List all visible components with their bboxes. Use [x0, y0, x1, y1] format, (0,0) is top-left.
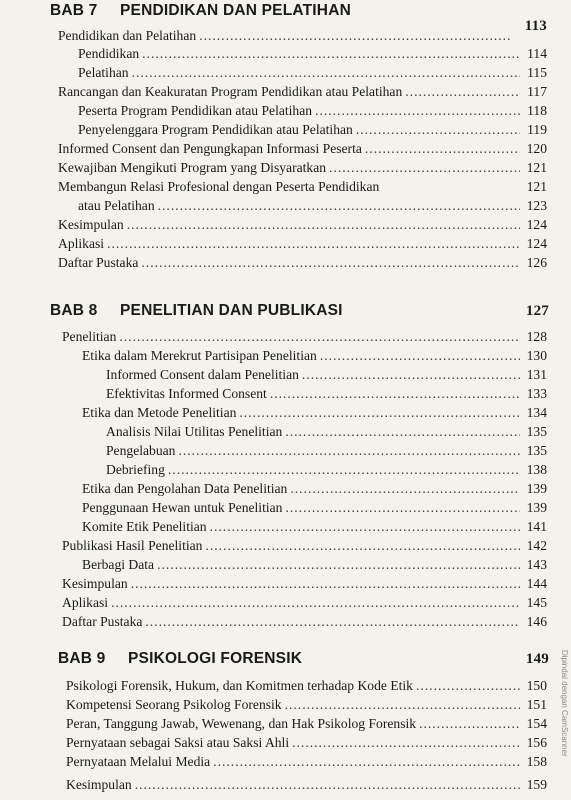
chapter-title: PSIKOLOGI FORENSIK — [128, 650, 303, 667]
toc-entry[interactable]: Informed Consent dalam Penelitian ..... 131 — [106, 365, 547, 384]
toc-entry[interactable]: Etika dan Metode Penelitian ..... 134 — [82, 403, 547, 422]
toc-entry[interactable]: Pernyataan Melalui Media ..... 158 — [66, 752, 547, 771]
toc-entry[interactable]: Pendidikan ..... 114 — [78, 44, 547, 63]
toc-entry[interactable]: Informed Consent dan Pengungkapan Informasi Peserta ..... 120 — [58, 139, 547, 158]
toc-entry[interactable]: Aplikasi ..... 145 — [62, 593, 547, 612]
chapter-number: BAB 7 — [50, 2, 98, 19]
chapter-page-7 — [507, 18, 547, 40]
toc-entry[interactable]: Pengelabuan ..... 135 — [106, 441, 547, 460]
toc-entry[interactable]: Etika dalam Merekrut Partisipan Penelitian ..... 130 — [82, 346, 547, 365]
toc-entry[interactable]: Aplikasi ..... 124 — [58, 234, 547, 253]
toc-entry[interactable]: Berbagi Data ..... 143 — [82, 555, 547, 574]
toc-entry[interactable]: Etika dan Pengolahan Data Penelitian ..... 139 — [82, 479, 547, 498]
chapter-page: 149 — [525, 651, 549, 667]
chapter-page: 127 — [525, 303, 549, 319]
toc-entry[interactable]: Kesimpulan ..... 124 — [58, 215, 547, 234]
toc-entry[interactable]: Pernyataan sebagai Saksi atau Saksi Ahli ..... 156 — [66, 733, 547, 752]
toc-entry[interactable]: Komite Etik Penelitian ..... 141 — [82, 517, 547, 536]
toc-entry[interactable]: Penggunaan Hewan untuk Penelitian ..... 139 — [82, 498, 547, 517]
toc-entry[interactable]: Rancangan dan Keakuratan Program Pendidikan atau Pelatihan ..... 117 — [58, 82, 547, 101]
toc-entry[interactable]: Daftar Pustaka ..... 126 — [58, 253, 547, 272]
chapter-number: BAB 9 — [58, 650, 106, 667]
chapter-number: BAB 8 — [50, 302, 98, 319]
scanner-watermark: Dipindai dengan CamScanner — [560, 650, 569, 757]
toc-entry[interactable]: Debriefing ..... 138 — [106, 460, 547, 479]
chapter-heading-7 — [50, 2, 549, 24]
toc-entry[interactable]: Kesimpulan ..... 159 — [66, 775, 547, 794]
toc-entry[interactable]: atau Pelatihan ..... 123 — [78, 196, 547, 215]
chapter-page: 113 — [524, 18, 547, 34]
toc-entry[interactable]: Kompetensi Seorang Psikolog Forensik ..... 151 — [66, 695, 547, 714]
toc-entry[interactable]: Psikologi Forensik, Hukum, dan Komitmen terhadap Kode Etik ..... 150 — [66, 676, 547, 695]
toc-entry[interactable]: Analisis Nilai Utilitas Penelitian ..... 135 — [106, 422, 547, 441]
toc-entry[interactable]: Peran, Tanggung Jawab, Wewenang, dan Hak Psikolog Forensik ..... 154 — [66, 714, 547, 733]
toc-entry[interactable]: Efektivitas Informed Consent ..... 133 — [106, 384, 547, 403]
toc-entry[interactable]: Peserta Program Pendidikan atau Pelatihan ..... 118 — [78, 101, 547, 120]
toc-entry[interactable]: Pelatihan ..... 115 — [78, 63, 547, 82]
toc-entry[interactable]: Publikasi Hasil Penelitian ..... 142 — [62, 536, 547, 555]
chapter-heading-8 — [50, 302, 549, 324]
chapter-title: PENELITIAN DAN PUBLIKASI — [120, 302, 343, 319]
toc-entry[interactable]: Daftar Pustaka ..... 146 — [62, 612, 547, 631]
toc-entry[interactable]: Kesimpulan ..... 144 — [62, 574, 547, 593]
toc-entry[interactable]: Membangun Relasi Profesional dengan Peserta Pendidikan 121 — [58, 179, 547, 194]
chapter-heading-9 — [58, 650, 549, 672]
toc-entry[interactable]: Pendidikan dan Pelatihan ..... — [58, 26, 513, 45]
chapter-title: PENDIDIKAN DAN PELATIHAN — [120, 2, 351, 19]
toc-entry[interactable]: Kewajiban Mengikuti Program yang Disyaratkan ..... 121 — [58, 158, 547, 177]
toc-entry[interactable]: Penyelenggara Program Pendidikan atau Pelatihan ..... 119 — [78, 120, 547, 139]
toc-entry[interactable]: Penelitian ..... 128 — [62, 327, 547, 346]
